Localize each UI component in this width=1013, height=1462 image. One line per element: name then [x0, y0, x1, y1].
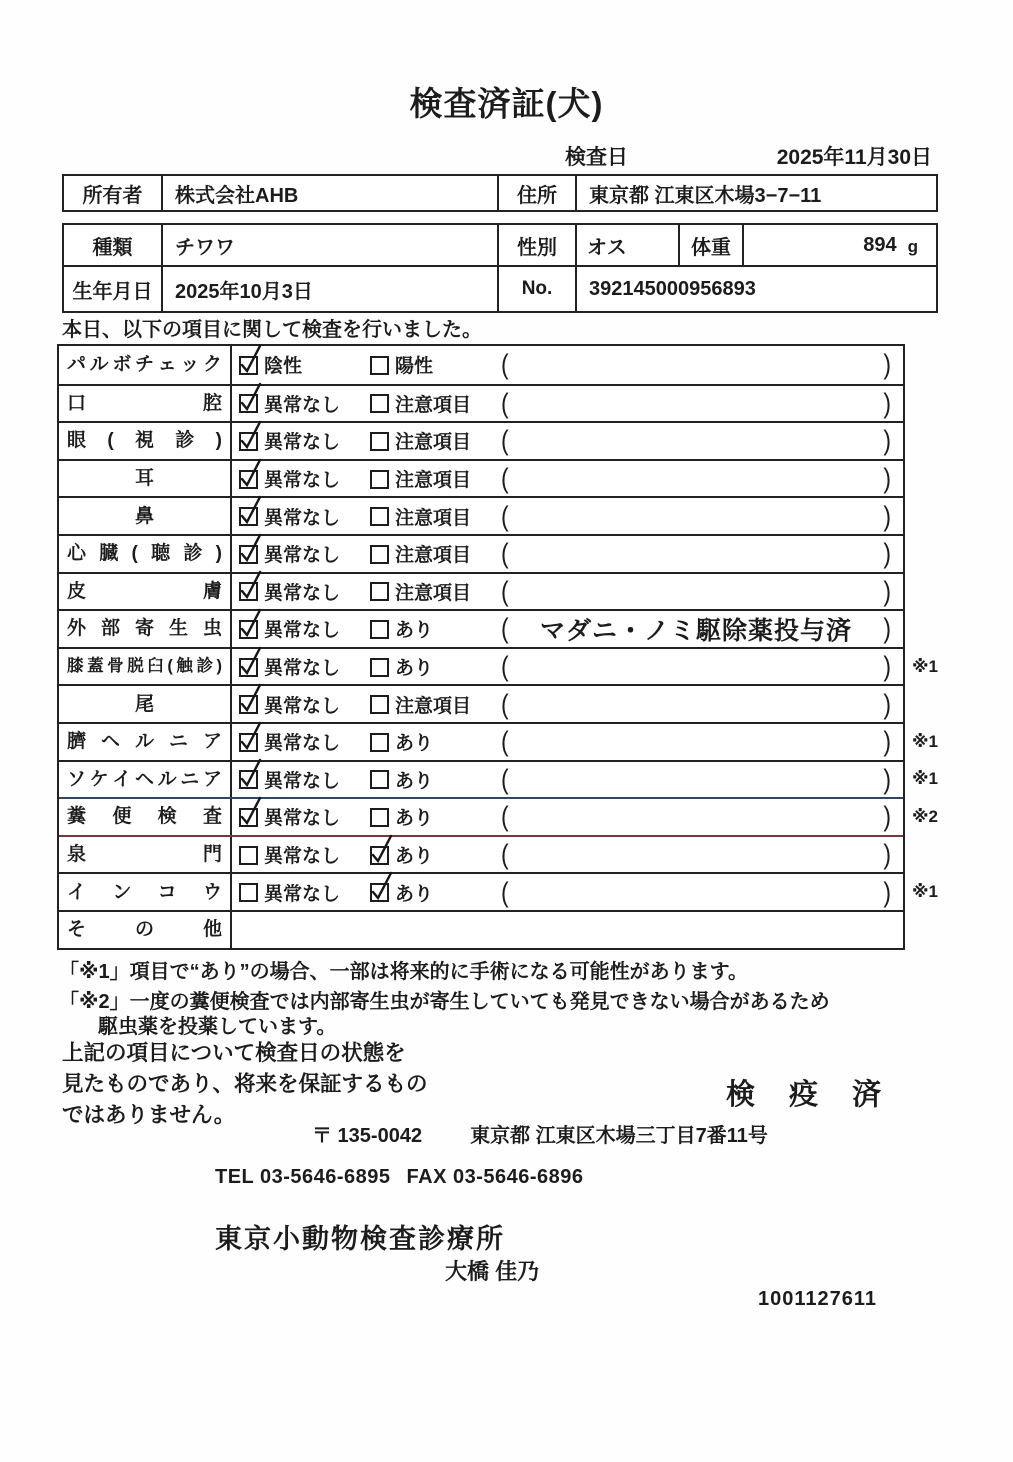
open-paren: ( [501, 875, 509, 908]
tel-number: TEL 03-5646-6895 [215, 1166, 391, 1188]
unchecked-checkbox [370, 770, 389, 789]
row-content [232, 799, 903, 835]
checklist-row [59, 722, 938, 760]
checked-checkbox [239, 770, 258, 789]
option-2 [370, 540, 501, 567]
row-content [232, 912, 903, 948]
paren-field [501, 424, 903, 456]
checklist-row [59, 760, 938, 798]
option-1 [239, 465, 370, 492]
note-1: 「※1」項目で“あり”の場合、一部は将来的に手術になる可能性があります。 [59, 961, 748, 983]
check-mark-icon [238, 682, 264, 714]
option-label: 注意項目 [395, 545, 472, 567]
close-paren: ) [883, 537, 891, 569]
option-label: 異常なし [264, 545, 341, 567]
checked-checkbox [239, 470, 258, 489]
checklist-row [59, 684, 903, 722]
breed-row [64, 225, 936, 265]
option-1 [239, 351, 370, 378]
option-label: 異常なし [264, 507, 341, 529]
row-content [232, 874, 903, 910]
close-paren: ) [883, 650, 891, 682]
note-mark: ※2 [912, 806, 938, 826]
open-paren: ( [501, 838, 509, 870]
row-label: 鼻 [59, 498, 232, 534]
open-paren: ( [501, 537, 509, 569]
clinic-name: 東京小動物検査診療所 [215, 1224, 505, 1254]
breed-label: 種類 [64, 225, 163, 265]
row-label: 耳 [59, 461, 232, 497]
option-label: 異常なし [264, 658, 341, 680]
open-paren: ( [501, 763, 509, 795]
checked-checkbox [239, 808, 258, 827]
row-content [232, 536, 903, 572]
open-paren: ( [501, 725, 509, 757]
disclaimer-line: 上記の項目について検査日の状態を [62, 1041, 406, 1065]
clinic-address: 東京都 江東区木場三丁目7番11号 [470, 1125, 768, 1147]
postal-code: 〒 135-0042 [312, 1125, 423, 1147]
row-content [232, 649, 903, 685]
breed-value: チワワ [163, 225, 499, 265]
check-mark-icon [238, 757, 264, 789]
option-2 [370, 653, 501, 680]
quarantine-stamp: 検 疫 済 [726, 1079, 895, 1111]
paren-field [501, 537, 903, 569]
checked-checkbox [370, 846, 389, 865]
unchecked-checkbox [370, 658, 389, 677]
check-mark-icon [369, 870, 395, 902]
paren-field [501, 650, 903, 682]
row-label: イ ン コ ウ [59, 874, 232, 910]
checked-checkbox [239, 507, 258, 526]
checked-checkbox [239, 695, 258, 714]
open-paren: ( [501, 387, 509, 419]
option-label: 陰性 [264, 356, 303, 378]
weight-unit: g [907, 237, 918, 256]
address-label: 住所 [499, 176, 577, 210]
unchecked-checkbox [370, 620, 389, 639]
unchecked-checkbox [239, 846, 258, 865]
open-paren: ( [501, 687, 509, 720]
option-2 [370, 390, 501, 417]
checked-checkbox [239, 620, 258, 639]
check-mark-icon [238, 419, 264, 451]
paren-field [501, 838, 903, 870]
paren-field [501, 387, 903, 419]
open-paren: ( [501, 462, 509, 494]
open-paren: ( [501, 348, 509, 380]
option-2 [370, 503, 501, 530]
checklist-row [59, 421, 903, 459]
sex-label: 性別 [499, 225, 577, 265]
note-2: 「※2」一度の糞便検査では内部寄生虫が寄生していても発見できない場合があるため [59, 991, 830, 1013]
checklist-row [59, 496, 903, 534]
document-title: 検査済証(犬) [409, 85, 604, 122]
checklist-row [59, 572, 903, 610]
unchecked-checkbox [370, 394, 389, 413]
birth-row [64, 265, 936, 311]
option-label: 異常なし [264, 846, 341, 868]
option-1 [239, 803, 370, 830]
note-mark: ※1 [912, 769, 938, 789]
option-2 [370, 803, 501, 830]
note-2-continuation: 駆虫薬を投薬しています。 [98, 1016, 337, 1038]
option-1 [239, 728, 370, 755]
row-label: 眼 ( 視 診 ) [59, 423, 232, 459]
unchecked-checkbox [239, 883, 258, 902]
option-label: 注意項目 [395, 394, 472, 416]
check-mark-icon [238, 494, 264, 526]
option-1 [239, 427, 370, 454]
check-mark-icon [238, 381, 264, 413]
option-1 [239, 540, 370, 567]
option-label: あり [395, 808, 434, 830]
unchecked-checkbox [370, 808, 389, 827]
option-label: 異常なし [264, 770, 341, 792]
unchecked-checkbox [370, 470, 389, 489]
paren-field [501, 575, 903, 607]
row-content [232, 386, 903, 422]
disclaimer-text [62, 1038, 428, 1131]
address-value: 東京都 江東区木場3−7−11 [589, 184, 822, 207]
close-paren: ) [883, 348, 891, 380]
option-1 [239, 653, 370, 680]
option-label: あり [395, 733, 434, 755]
check-mark-icon [238, 569, 264, 601]
check-mark-icon [369, 833, 395, 865]
checklist-row [59, 346, 903, 384]
weight-value [744, 225, 936, 265]
checked-checkbox [239, 356, 258, 375]
option-label: 異常なし [264, 695, 341, 717]
row-content [232, 574, 903, 610]
owner-label: 所有者 [64, 176, 163, 210]
row-content [232, 686, 903, 722]
unchecked-checkbox [370, 356, 389, 375]
close-paren: ) [883, 800, 891, 832]
option-1 [239, 578, 370, 605]
open-paren: ( [501, 612, 509, 644]
row-content [232, 611, 903, 647]
option-2 [370, 879, 501, 906]
intro-text: 本日、以下の項目に関して検査を行いました。 [62, 319, 482, 341]
row-label: 糞 便 検 査 [59, 799, 232, 835]
checklist-row [59, 459, 903, 497]
option-label: 異常なし [264, 432, 341, 454]
check-mark-icon [238, 720, 264, 752]
open-paren: ( [501, 575, 509, 607]
row-content [232, 461, 903, 497]
open-paren: ( [501, 800, 509, 832]
close-paren: ) [883, 687, 891, 720]
close-paren: ) [883, 575, 891, 607]
paren-field [501, 763, 903, 795]
note-mark: ※1 [912, 882, 938, 902]
option-label: 注意項目 [395, 695, 472, 717]
option-label: 注意項目 [395, 470, 472, 492]
option-1 [239, 691, 370, 718]
unchecked-checkbox [370, 545, 389, 564]
checklist-row [59, 835, 903, 873]
option-label: 陽性 [395, 356, 434, 378]
check-mark-icon [238, 532, 264, 564]
checked-checkbox [239, 432, 258, 451]
owner-value: 株式会社AHB [163, 176, 499, 210]
row-label: そ の 他 [59, 912, 232, 948]
option-2 [370, 427, 501, 454]
check-mark-icon [238, 457, 264, 489]
close-paren: ) [883, 499, 891, 532]
checklist-table [57, 344, 938, 950]
unchecked-checkbox [370, 507, 389, 526]
fax-number: FAX 03-5646-6896 [406, 1166, 584, 1188]
option-label: 注意項目 [395, 507, 472, 529]
option-1 [239, 390, 370, 417]
unchecked-checkbox [370, 733, 389, 752]
checked-checkbox [239, 394, 258, 413]
row-content [232, 724, 903, 760]
option-label: 異常なし [264, 808, 341, 830]
checklist-row [59, 647, 938, 685]
option-label: 注意項目 [395, 582, 472, 604]
weight-number: 894 [863, 233, 897, 256]
unchecked-checkbox [370, 432, 389, 451]
disclaimer-line: ではありません。 [62, 1103, 236, 1127]
option-1 [239, 615, 370, 642]
checklist-row [59, 534, 903, 572]
option-label: 異常なし [264, 733, 341, 755]
row-label: 外 部 寄 生 虫 [59, 611, 232, 647]
check-mark-icon [238, 343, 264, 375]
checked-checkbox [239, 545, 258, 564]
row-label: 心 臓 ( 聴 診 ) [59, 536, 232, 572]
row-label: 臍 ヘ ル ニ ア [59, 724, 232, 760]
row-label: 皮 膚 [59, 574, 232, 610]
paren-field [501, 611, 903, 647]
option-2 [370, 578, 501, 605]
paren-text: マダニ・ノミ駆除薬投与済 [539, 616, 852, 645]
birth-value: 2025年10月3日 [163, 267, 499, 311]
check-mark-icon [238, 795, 264, 827]
paren-field [501, 800, 903, 832]
option-2 [370, 615, 501, 642]
paren-field [501, 499, 903, 532]
unchecked-checkbox [370, 695, 389, 714]
option-1 [239, 766, 370, 793]
sex-value: オス [577, 225, 680, 265]
paren-field [501, 687, 903, 720]
animal-table [62, 223, 938, 313]
row-content [232, 346, 903, 384]
row-label: パ ル ボ チ ェ ッ ク [59, 346, 232, 384]
option-label: あり [395, 620, 434, 642]
open-paren: ( [501, 424, 509, 456]
note-mark: ※1 [912, 731, 938, 751]
open-paren: ( [501, 499, 509, 532]
option-label: あり [395, 846, 434, 868]
open-paren: ( [501, 650, 509, 682]
option-1 [239, 503, 370, 530]
option-label: 異常なし [264, 582, 341, 604]
paren-field [501, 462, 903, 494]
option-2 [370, 728, 501, 755]
close-paren: ) [883, 763, 891, 795]
option-1 [239, 879, 370, 906]
option-label: 注意項目 [395, 432, 472, 454]
option-label: 異常なし [264, 394, 341, 416]
check-mark-icon [238, 645, 264, 677]
close-paren: ) [883, 462, 891, 494]
row-label: ソ ケ イ ヘ ル ニ ア [59, 762, 232, 798]
owner-table [62, 174, 938, 212]
birth-label: 生年月日 [64, 267, 163, 311]
checklist-row [59, 797, 938, 835]
option-2 [370, 691, 501, 718]
checklist-row [59, 384, 903, 422]
paren-field [501, 875, 903, 908]
option-2 [370, 351, 501, 378]
checklist-row [59, 910, 903, 948]
disclaimer-line: 見たものであり、将来を保証するもの [62, 1072, 428, 1096]
unchecked-checkbox [370, 582, 389, 601]
inspection-date-value: 2025年11月30日 [776, 146, 932, 169]
checked-checkbox [239, 658, 258, 677]
option-1 [239, 841, 370, 868]
paren-field [501, 348, 903, 380]
option-label: あり [395, 883, 434, 905]
close-paren: ) [883, 387, 891, 419]
serial-number: 1001127611 [758, 1288, 878, 1310]
option-label: あり [395, 770, 434, 792]
no-label: No. [499, 267, 577, 311]
checked-checkbox [239, 733, 258, 752]
option-2 [370, 841, 501, 868]
postal-address-line [312, 1119, 768, 1148]
option-label: 異常なし [264, 470, 341, 492]
checklist-row [59, 872, 938, 910]
checked-checkbox [370, 883, 389, 902]
row-content [232, 762, 903, 798]
note-mark: ※1 [912, 656, 938, 676]
tel-fax-line [215, 1166, 584, 1189]
paren-field [501, 725, 903, 757]
close-paren: ) [883, 875, 891, 908]
examiner-name: 大橋 佳乃 [445, 1259, 540, 1284]
row-label: 口 腔 [59, 386, 232, 422]
option-label: 異常なし [264, 883, 341, 905]
row-content [232, 837, 903, 873]
close-paren: ) [883, 424, 891, 456]
checked-checkbox [239, 582, 258, 601]
close-paren: ) [883, 838, 891, 870]
checklist-row [59, 609, 903, 647]
close-paren: ) [883, 612, 891, 644]
row-label: 泉 門 [59, 837, 232, 873]
row-label: 膝 蓋 骨 脱 臼 ( 触 診 ) [59, 649, 232, 685]
option-2 [370, 465, 501, 492]
weight-label: 体重 [680, 225, 744, 265]
row-content [232, 423, 903, 459]
close-paren: ) [883, 725, 891, 757]
option-label: あり [395, 658, 434, 680]
no-value: 392145000956893 [589, 277, 756, 300]
option-2 [370, 766, 501, 793]
inspection-date-label: 検査日 [565, 146, 628, 169]
option-label: 異常なし [264, 620, 341, 642]
check-mark-icon [238, 607, 264, 639]
row-label: 尾 [59, 686, 232, 722]
row-content [232, 498, 903, 534]
